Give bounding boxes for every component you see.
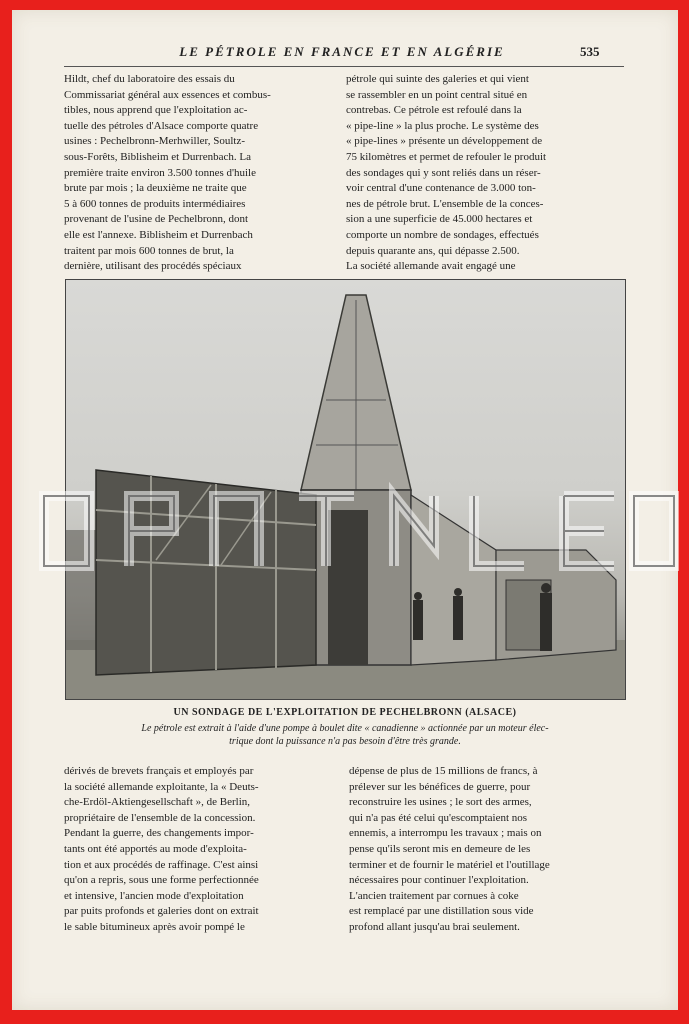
- column-top-right: pétrole qui suinte des galeries et qui vient se rassembler en un point central situé en contrebas. Ce pétrole est refoulé dans la « pipe-line » la plus proche. Le système des « pipe-lines » présente un développement de 75 kilomètres et permet de refouler le produit des sondages qui y sont reliés dans un réser- voir central d'une contenance de 3.000 ton- nes de pétrole brut. L'ensemble de la conces- sion a une superficie de 45.000 hectares et comporte un nombre de sondages, effectués depuis quarante ans, qui dépasse 2.500. La société allemande avait engagé une: [346, 73, 547, 273]
- derrick-photograph: [65, 279, 626, 700]
- scanned-page: [12, 10, 678, 1010]
- page-header: [12, 44, 678, 64]
- column-top-left: Hildt, chef du laboratoire des essais du Commissariat général aux essences et combus- tibles, nous apprend que l'exploitation ac- tuelle des pétroles d'Alsace comporte quatre usines : Pechelbronn-Merhwiller, Soultz- sous-Forêts, Biblisheim et Durrenbach. La première traite environ 3.500 tonnes d'huile brute par mois ; la deuxième ne traite que 5 à 600 tonnes de produits intermédiaires provenant de l'usine de Pechelbronn, dont elle est l'annexe. Biblisheim et Durrenbach traitent par mois 600 tonnes de brut, la dernière, utilisant des procédés spéciaux: [64, 73, 271, 273]
- column-bottom-left: dérivés de brevets français et employés par la société allemande exploitante, la « Deuts- che-Erdöl-Aktiengesellschaft », de Berlin, propriétaire de l'ensemble de la concession. Pendant la guerre, des changements impor- tants ont été apportés au mode d'exploita- tion et aux procédés de raffinage. C'est ainsi qu'on a repris, sous une forme perfectionnée et intensive, l'ancien mode d'exploitation par puits profonds et galeries dont on extrait le sable bitumineux après avoir pompé le: [64, 765, 259, 933]
- running-title: LE PÉTROLE EN FRANCE ET EN ALGÉRIE: [179, 44, 505, 59]
- column-bottom-right: dépense de plus de 15 millions de francs, à prélever sur les bénéfices de guerre, pour reconstruire les usines ; le sort des armes, qui n'a pas été celui qu'escomptaient nos ennemis, a interrompu les travaux ; mais on pense qu'ils seront mis en demeure de les terminer et de fournir le matériel et l'outillage nécessaires pour continuer l'exploitation. L'ancien traitement par cornues à coke est remplacé par une distillation sous vide profond allant jusqu'au brai seulement.: [349, 765, 550, 933]
- header-rule: [64, 66, 624, 67]
- figure-caption-text: Le pétrole est extrait à l'aide d'une pompe à boulet dite « canadienne » actionnée par un moteur élec- trique dont la puissance n'a pas besoin d'être très grande.: [141, 723, 549, 747]
- figure-caption-title: UN SONDAGE DE L'EXPLOITATION DE PECHELBRONN (ALSACE): [173, 707, 517, 718]
- page-number: 535: [580, 44, 600, 59]
- derrick-illustration: [66, 280, 625, 699]
